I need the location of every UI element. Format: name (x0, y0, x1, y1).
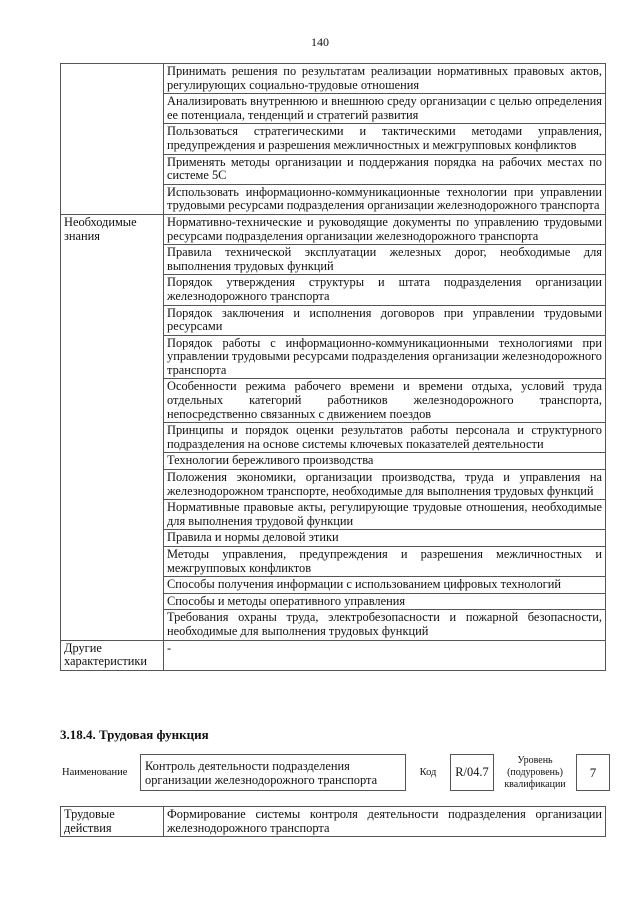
knowledge-item: Принципы и порядок оценки результатов работы персонала и структурного подразделения на основе системы ключевых показателей деятельности (164, 423, 606, 453)
knowledge-item: Нормативно-технические и руководящие документы по управлению трудовыми ресурсами подразделения организации железнодорожного транспорта (164, 214, 606, 244)
skill-item: Принимать решения по результатам реализации нормативных правовых актов, регулирующих социально-трудовые отношения (164, 64, 606, 94)
name-label: Наименование (62, 766, 128, 778)
knowledge-row (61, 214, 606, 244)
knowledge-item: Порядок работы с информационно-коммуникационными технологиями при управлении трудовыми ресурсами подразделения организации железнодорожного транспорта (164, 335, 606, 379)
knowledge-item: Порядок утверждения структуры и штата подразделения организации железнодорожного транспорта (164, 275, 606, 305)
knowledge-item: Особенности режима рабочего времени и времени отдыха, условий труда отдельных категорий работников железнодорожного транспорта, непосредственно связанных с движением поездов (164, 379, 606, 423)
actions-row: Формирование системы контроля деятельности подразделения организации железнодорожного транспорта (164, 807, 606, 837)
knowledge-item: Способы получения информации с использованием цифровых технологий (164, 577, 606, 594)
function-header-table (60, 754, 610, 791)
other-label: Другие характеристики (61, 640, 164, 670)
skill-item: Анализировать внутреннюю и внешнюю среду организации с целью определения ее потенциала, тенденций и стратегий развития (164, 94, 606, 124)
knowledge-item: Методы управления, предупреждения и разрешения межличностных и межгрупповых конфликтов (164, 547, 606, 577)
requirements-table (60, 63, 606, 671)
skill-item: Использовать информационно-коммуникационные технологии при управлении трудовыми ресурсами подразделения организации железнодорожного транспорта (164, 184, 606, 214)
knowledge-item: Правила технической эксплуатации железных дорог, необходимые для выполнения трудовых функций (164, 245, 606, 275)
code-value: R/04.7 (451, 755, 494, 791)
skills-label (61, 64, 164, 215)
skill-item: Пользоваться стратегическими и тактическими методами управления, предупреждения и разрешения межличностных и межгрупповых конфликтов (164, 124, 606, 154)
knowledge-item: Положения экономики, организации производства, труда и управления на железнодорожном транспорте, необходимые для выполнения трудовых функций (164, 470, 606, 500)
level-value: 7 (577, 755, 610, 791)
page-number: 140 (311, 35, 329, 49)
level-label: Уровень (подуровень) квалификации (504, 754, 566, 790)
skill-item: Применять методы организации и поддержания порядка на рабочих местах по системе 5С (164, 154, 606, 184)
knowledge-item: Нормативные правовые акты, регулирующие трудовые отношения, необходимые для выполнения трудовой функции (164, 500, 606, 530)
knowledge-label: Необходимые знания (61, 214, 164, 640)
section-title: 3.18.4. Трудовая функция (60, 727, 209, 742)
skills-row (61, 64, 606, 94)
code-label: Код (419, 766, 437, 778)
other-value: - (164, 640, 606, 670)
knowledge-item: Правила и нормы деловой этики (164, 530, 606, 547)
knowledge-item: Порядок заключения и исполнения договоров при управлении трудовыми ресурсами (164, 305, 606, 335)
knowledge-item: Технологии бережливого производства (164, 453, 606, 470)
actions-label: Трудовые действия (61, 807, 164, 837)
other-row (61, 640, 606, 670)
name-value: Контроль деятельности подразделения организации железнодорожного транспорта (141, 755, 406, 791)
knowledge-item: Способы и методы оперативного управления (164, 593, 606, 610)
actions-table (60, 806, 606, 837)
knowledge-item: Требования охраны труда, электробезопасности и пожарной безопасности, необходимые для выполнения трудовых функций (164, 610, 606, 640)
